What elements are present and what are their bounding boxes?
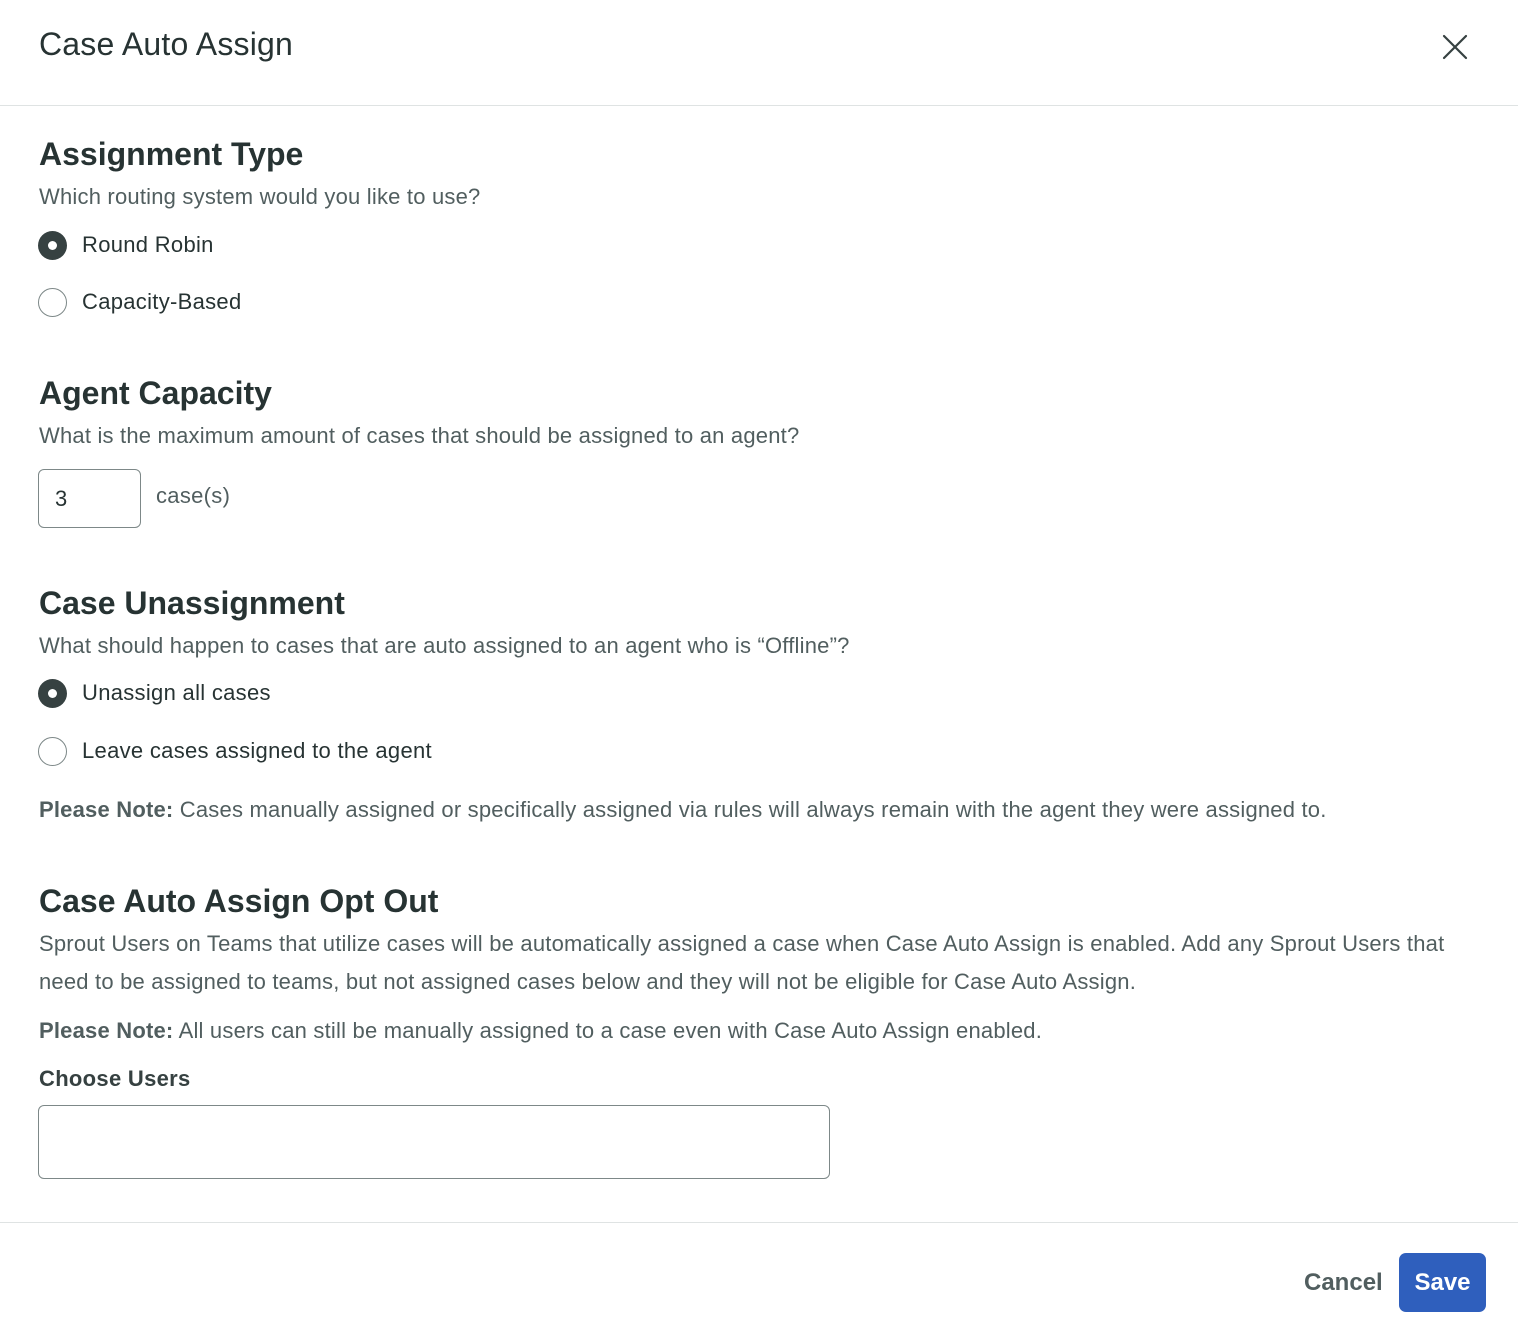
choose-users-input[interactable]: [38, 1105, 830, 1179]
radio-unchecked-icon: [38, 737, 67, 766]
assignment-type-description: Which routing system would you like to use?: [39, 184, 481, 209]
case-unassignment-title: Case Unassignment: [39, 585, 345, 621]
opt-out-note: [39, 1018, 1042, 1044]
agent-capacity-description: What is the maximum amount of cases that should be assigned to an agent?: [39, 423, 800, 448]
radio-checked-icon: [38, 231, 67, 260]
radio-label: Capacity-Based: [82, 289, 242, 314]
note-text: All users can still be manually assigned to a case even with Case Auto Assign enabled.: [173, 1018, 1043, 1043]
radio-label: Unassign all cases: [82, 680, 271, 705]
agent-capacity-input[interactable]: [38, 469, 141, 528]
radio-capacity-based[interactable]: [38, 287, 242, 317]
close-button[interactable]: [1436, 28, 1474, 66]
radio-label: Leave cases assigned to the agent: [82, 738, 432, 763]
cancel-button[interactable]: Cancel: [1292, 1253, 1395, 1312]
radio-checked-icon: [38, 679, 67, 708]
note-label: Please Note:: [39, 1018, 174, 1043]
case-unassignment-description: What should happen to cases that are auto assigned to an agent who is “Offline”?: [39, 633, 850, 658]
modal-footer: [0, 1222, 1518, 1332]
save-button[interactable]: Save: [1399, 1253, 1486, 1312]
assignment-type-title: Assignment Type: [39, 136, 304, 172]
radio-unchecked-icon: [38, 288, 67, 317]
modal-header: [0, 0, 1518, 106]
opt-out-title: Case Auto Assign Opt Out: [39, 883, 439, 919]
note-text: Cases manually assigned or specifically assigned via rules will always remain with the agent they were assigned to.: [173, 797, 1327, 822]
case-unassignment-note: [39, 797, 1327, 823]
modal-title: Case Auto Assign: [39, 26, 294, 62]
agent-capacity-unit: case(s): [156, 483, 231, 508]
radio-round-robin[interactable]: [38, 230, 214, 260]
opt-out-description: Sprout Users on Teams that utilize cases will be automatically assigned a case when Case Auto Assign is enabled. Add any Sprout Users that need to be assigned to teams, but not assigned cases below and they will not be eligible for Case Auto Assign.: [39, 931, 1445, 994]
choose-users-label: Choose Users: [39, 1066, 191, 1091]
agent-capacity-title: Agent Capacity: [39, 375, 272, 411]
radio-label: Round Robin: [82, 232, 214, 257]
close-icon: [1442, 34, 1468, 60]
radio-leave-cases-assigned[interactable]: [38, 736, 432, 766]
note-label: Please Note:: [39, 797, 174, 822]
radio-unassign-all-cases[interactable]: [38, 678, 271, 708]
